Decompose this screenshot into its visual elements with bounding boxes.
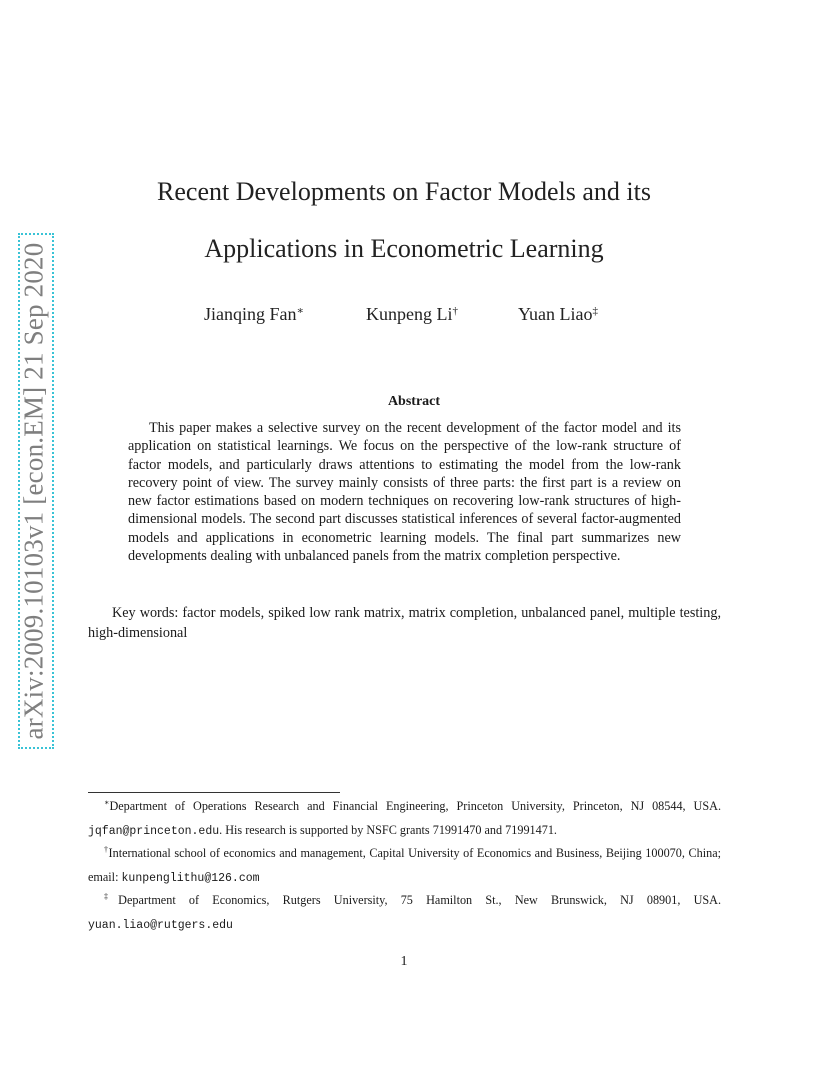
abstract-heading: Abstract: [387, 394, 441, 409]
footnote-mark: ‡: [104, 892, 119, 901]
keywords: Key words: factor models, spiked low rank matrix, matrix completion, unbalanced panel, multiple testing, high-dimensional: [88, 605, 721, 641]
footnote-mark: †: [104, 845, 109, 854]
arxiv-identifier: arXiv:2009.10103v1 [econ.EM] 21 Sep 2020: [18, 242, 49, 740]
footnote-email[interactable]: jqfan@princeton.edu: [88, 825, 220, 838]
author-fan: [204, 304, 304, 325]
footnote-3: [88, 885, 721, 938]
footnote-1: [88, 791, 721, 844]
author-name: Jianqing Fan: [204, 304, 297, 324]
page-number: 1: [400, 954, 408, 969]
paper-title-line-1: Recent Developments on Factor Models and its: [157, 177, 651, 206]
author-name: Yuan Liao: [518, 304, 593, 324]
author-li: [366, 304, 458, 325]
footnote-email[interactable]: yuan.liao@rutgers.edu: [88, 919, 233, 932]
footnote-text: Department of Economics, Rutgers University, 75 Hamilton St., New Brunswick, NJ 08901, USA.: [118, 893, 722, 907]
footnote-2: [88, 838, 721, 891]
author-footnote-mark: †: [452, 305, 458, 317]
footnote-text-tail: . His research is supported by NSFC grants 71991470 and 71991471.: [219, 823, 557, 837]
author-footnote-mark: ∗: [296, 305, 304, 317]
author-name: Kunpeng Li: [366, 304, 453, 324]
paper-title-line-2: Applications in Econometric Learning: [204, 234, 604, 263]
footnote-email[interactable]: kunpenglithu@126.com: [121, 872, 260, 885]
footnote-text: Department of Operations Research and Financial Engineering, Princeton University, Princeton, NJ 08544, USA.: [109, 799, 721, 813]
footnote-text: International school of economics and management, Capital University of Economics and Business, Beijing 100070, China; email:: [88, 846, 721, 884]
abstract-text: This paper makes a selective survey on the recent development of the factor model and its application on statistical learnings. We focus on the perspective of the low-rank structure of factor models, and particularly draws attentions to estimating the model from the low-rank recovery point of view. The survey mainly consists of three parts: the first part is a review on new factor estimations based on modern techniques on recovering low-rank structures of high-dimensional models. The second part discusses statistical inferences of several factor-augmented models and applications in econometric learning models. The final part summarizes new developments dealing with unbalanced panels from the matrix completion perspective.: [128, 420, 681, 565]
author-footnote-mark: ‡: [592, 305, 598, 317]
footnote-mark: ∗: [104, 798, 110, 807]
author-liao: [518, 304, 598, 325]
